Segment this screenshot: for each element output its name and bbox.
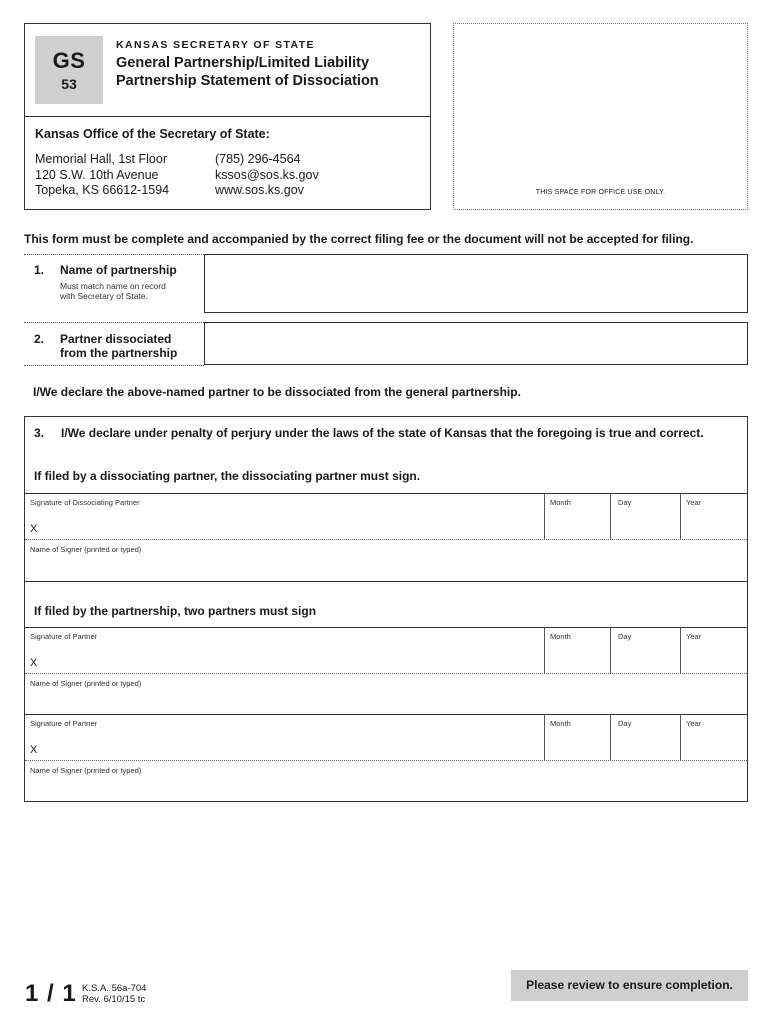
dissociating-signature-label: Signature of Dissociating Partner (30, 498, 140, 507)
form-title-line2: Partnership Statement of Dissociation (116, 73, 379, 89)
sig-b-day-field[interactable] (612, 646, 678, 672)
sig-a-year-label: Year (686, 498, 702, 507)
review-reminder: Please review to ensure completion. (511, 970, 748, 1001)
sig-b-day-label: Day (618, 632, 632, 641)
statute-citation: K.S.A. 56a-704 (82, 983, 147, 994)
form-header (24, 23, 431, 210)
sig-c-day-label: Day (618, 719, 632, 728)
sig-a-month-label: Month (550, 498, 571, 507)
address-line3: Topeka, KS 66612-1594 (35, 183, 170, 197)
office-use-box (453, 23, 748, 210)
sig-a-name-divider (25, 539, 747, 540)
sig-a-year-field[interactable] (682, 512, 747, 538)
revision-date: Rev. 6/10/15 tc (82, 994, 146, 1005)
partner1-signature-field[interactable] (43, 646, 542, 672)
item2-label (60, 332, 177, 360)
office-website: www.sos.ks.gov (215, 183, 304, 197)
sig-c-year-field[interactable] (682, 733, 747, 759)
sig-b-divider-day (610, 627, 611, 673)
item1-label: Name of partnership (60, 263, 177, 277)
office-phone: (785) 296-4564 (215, 152, 301, 166)
sig-c-month-field[interactable] (546, 733, 608, 759)
sig-a-day-field[interactable] (612, 512, 678, 538)
partnership-section-top (25, 581, 747, 582)
sig-block-c-top (25, 714, 747, 715)
item2-number: 2. (34, 332, 45, 346)
sig-b-month-field[interactable] (546, 646, 608, 672)
office-address (35, 152, 169, 199)
sig-c-name-divider (25, 760, 747, 761)
address-line2: 120 S.W. 10th Avenue (35, 167, 159, 182)
item2-bottom-divider (24, 365, 204, 366)
sig-c-divider-day (610, 714, 611, 760)
dissociation-declaration: I/We declare the above-named partner to be dissociated from the general partnership. (33, 385, 521, 399)
dissociating-signature-field[interactable] (43, 512, 542, 538)
header-title-block (25, 24, 430, 117)
sig-c-name-field[interactable] (30, 778, 744, 800)
item1-note (60, 281, 166, 301)
sig-c-month-label: Month (550, 719, 571, 728)
office-heading: Kansas Office of the Secretary of State: (35, 127, 270, 141)
sig-c-divider-month (544, 714, 545, 760)
perjury-statement: I/We declare under penalty of perjury under the laws of the state of Kansas that the foregoing is true and correct. (61, 426, 704, 440)
dissociating-partner-heading: If filed by a dissociating partner, the dissociating partner must sign. (34, 469, 421, 483)
sig-a-month-field[interactable] (546, 512, 608, 538)
sig-b-year-label: Year (686, 632, 702, 641)
item1-top-divider (24, 254, 204, 255)
statute-reference (82, 983, 146, 1005)
sig-c-year-label: Year (686, 719, 702, 728)
form-number: 53 (61, 76, 77, 92)
item2-label-line1: Partner dissociated (60, 332, 172, 346)
item1-note-line1: Must match name on record (60, 281, 166, 291)
partner1-signature-label: Signature of Partner (30, 632, 98, 641)
agency-name: KANSAS SECRETARY OF STATE (116, 39, 315, 51)
form-code-badge (35, 36, 103, 104)
form-code: GS (52, 48, 86, 73)
sig-b-x-mark: X (30, 657, 38, 669)
item3-number: 3. (34, 426, 45, 440)
item1-note-line2: with Secretary of State. (60, 291, 148, 301)
sig-a-x-mark: X (30, 523, 38, 535)
dissociated-partner-field[interactable] (204, 322, 748, 365)
sig-b-year-field[interactable] (682, 646, 747, 672)
office-contact (215, 152, 319, 199)
sig-c-divider-year (680, 714, 681, 760)
partner2-signature-label: Signature of Partner (30, 719, 98, 728)
item2-top-divider (24, 322, 204, 323)
partner2-signature-field[interactable] (43, 733, 542, 759)
sig-c-name-label: Name of Signer (printed or typed) (30, 766, 142, 775)
sig-b-name-field[interactable] (30, 691, 744, 713)
partnership-name-field[interactable] (204, 254, 748, 313)
office-email: kssos@sos.ks.gov (215, 167, 319, 182)
sig-block-a-top (25, 493, 747, 494)
filing-notice: This form must be complete and accompanied by the correct filing fee or the document will not be accepted for filing. (24, 232, 694, 246)
sig-a-divider-year (680, 493, 681, 539)
form-title-line1: General Partnership/Limited Liability (116, 55, 370, 71)
sig-a-name-field[interactable] (30, 557, 744, 579)
sig-b-month-label: Month (550, 632, 571, 641)
sig-a-day-label: Day (618, 498, 632, 507)
sig-b-divider-year (680, 627, 681, 673)
office-use-label: THIS SPACE FOR OFFICE USE ONLY. (535, 189, 666, 196)
sig-a-divider-day (610, 493, 611, 539)
sig-b-divider-month (544, 627, 545, 673)
item2-label-line2: from the partnership (60, 346, 178, 360)
sig-a-divider-month (544, 493, 545, 539)
partnership-heading: If filed by the partnership, two partners must sign (34, 604, 317, 618)
sig-c-x-mark: X (30, 744, 38, 756)
sig-b-name-label: Name of Signer (printed or typed) (30, 679, 142, 688)
signature-section (24, 416, 748, 802)
item1-number: 1. (34, 263, 45, 277)
sig-c-day-field[interactable] (612, 733, 678, 759)
sig-b-name-divider (25, 673, 747, 674)
page-number: 1 / 1 (25, 980, 77, 1007)
address-line1: Memorial Hall, 1st Floor (35, 152, 167, 166)
sig-block-b-top (25, 627, 747, 628)
sig-a-name-label: Name of Signer (printed or typed) (30, 545, 142, 554)
